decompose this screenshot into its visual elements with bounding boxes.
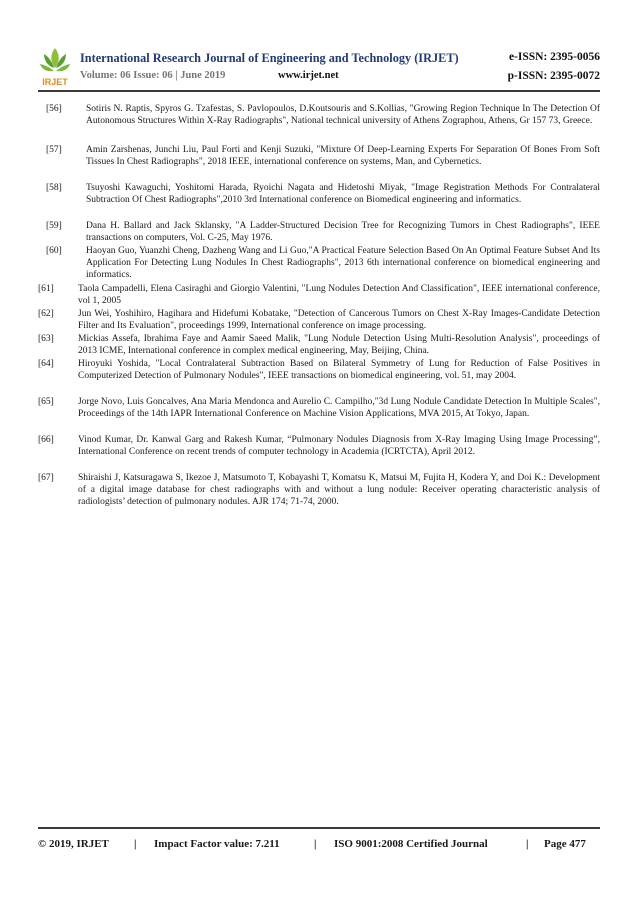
footer-rule [38, 827, 600, 829]
reference-text: Taola Campadelli, Elena Casiraghi and Giorgio Valentini, "Lung Nodules Detection And Classification", IEEE international conference, vol 1, 2005 [78, 284, 600, 306]
page-number: Page 477 [544, 838, 586, 850]
reference-text: Vinod Kumar, Dr. Kanwal Garg and Rakesh Kumar, “Pulmonary Nodules Diagnosis from X-Ray Imaging Using Image Processing”, International Conference on recent trends of computer technology in Academia (ICRTCTA), April 2012. [78, 435, 600, 457]
reference-text: Tsuyoshi Kawaguchi, Yoshitomi Harada, Ryoichi Nagata and Hidetoshi Miyak, "Image Registration Methods For Contralateral Subtraction Of Chest Radiographs",2010 3rd International conference on Biomedical engineering and informatics. [86, 183, 600, 205]
footer-separator: | [526, 838, 529, 850]
header-rule [38, 90, 600, 92]
reference-number: [62] [38, 309, 54, 319]
footer-separator: | [134, 838, 137, 850]
reference-text: Hiroyuki Yoshida, "Local Contralateral Subtraction Based on Bilateral Symmetry of Lung for Reduction of False Positives in Computerized Detection of Pulmonary Nodules", IEEE transactions on biomedical engineering, vol. 51, may 2004. [78, 359, 600, 381]
e-issn: e-ISSN: 2395-0056 [508, 51, 600, 63]
impact-factor: Impact Factor value: 7.211 [154, 838, 280, 850]
reference-number: [60] [46, 246, 62, 256]
p-issn: p-ISSN: 2395-0072 [507, 70, 600, 82]
journal-website[interactable]: www.irjet.net [278, 70, 339, 81]
journal-header [38, 42, 600, 90]
reference-number: [57] [46, 145, 62, 155]
reference-number: [61] [38, 284, 54, 294]
reference-text: Sotiris N. Raptis, Spyros G. Tzafestas, S. Pavlopoulos, D.Koutsouris and S.Kollias, "Growing Region Technique In The Detection Of Autonomous Structures Within X-Ray Radiographs", National technical university of Athens Zographou, Athens, Gr 157 73, Greece. [86, 104, 600, 126]
reference-text: Shiraishi J, Katsuragawa S, Ikezoe J, Matsumoto T, Kobayashi T, Komatsu K, Matsui M, Fujita H, Kodera Y, and Doi K.: Development of a digital image database for chest radiographs with and without a lung nodule: Receiver operating characteristic analysis of radiologists’ detection of pulmonary nodules. AJR 174; 71-74, 2000. [78, 473, 600, 507]
reference-text: Jun Wei, Yoshihiro, Hagihara and Hidefumi Kobatake, "Detection of Cancerous Tumors on Chest X-Ray Images-Candidate Detection Filter and Its Evaluation", proceedings 1999, International conference on image processing. [78, 309, 600, 331]
reference-text: Dana H. Ballard and Jack Sklansky, "A Ladder-Structured Decision Tree for Recognizing Tumors in Chest Radiographs", IEEE transactions on computers, Vol. C-25, May 1976. [86, 221, 600, 243]
reference-text: Jorge Novo, Luis Goncalves, Ana Maria Mendonca and Aurelio C. Campilho,"3d Lung Nodule Candidate Detection In Multiple Scales", Proceedings of the 14th IAPR International Conference on Machine Vision Applications, MVA 2015, At Tokyo, Japan. [78, 397, 600, 419]
reference-number: [67] [38, 473, 54, 483]
copyright: © 2019, IRJET [38, 838, 109, 850]
reference-number: [66] [38, 435, 54, 445]
reference-text: Amin Zarshenas, Junchi Liu, Paul Forti and Kenji Suzuki, "Mixture Of Deep-Learning Experts For Separation Of Bones From Soft Tissues In Chest Radiographs", 2018 IEEE, international conference on systems, Man, and Cybernetics. [86, 145, 600, 167]
reference-text: Mickias Assefa, Ibrahima Faye and Aamir Saeed Malik, "Lung Nodule Detection Using Multi-Resolution Analysis", proceedings of 2013 ICME, International conference in complex medical engineering, May, Beijing, China. [78, 334, 600, 356]
reference-number: [59] [46, 221, 62, 231]
reference-number: [58] [46, 183, 62, 193]
irjet-logo [38, 44, 72, 88]
reference-number: [63] [38, 334, 54, 344]
reference-number: [56] [46, 104, 62, 114]
reference-number: [65] [38, 397, 54, 407]
volume-issue: Volume: 06 Issue: 06 | June 2019 [80, 70, 226, 81]
iso-certification: ISO 9001:2008 Certified Journal [334, 838, 488, 850]
reference-text: Haoyan Guo, Yuanzhi Cheng, Dazheng Wang and Li Guo,"A Practical Feature Selection Based On An Optimal Feature Subset And Its Application For Detecting Lung Nodules In Chest Radiographs", 2013 6th international conference on biomedical engineering and informatics. [86, 246, 600, 280]
svg-text:IRJET: IRJET [42, 77, 68, 87]
journal-title: International Research Journal of Engineering and Technology (IRJET) [80, 51, 459, 65]
reference-number: [64] [38, 359, 54, 369]
footer-separator: | [314, 838, 317, 850]
